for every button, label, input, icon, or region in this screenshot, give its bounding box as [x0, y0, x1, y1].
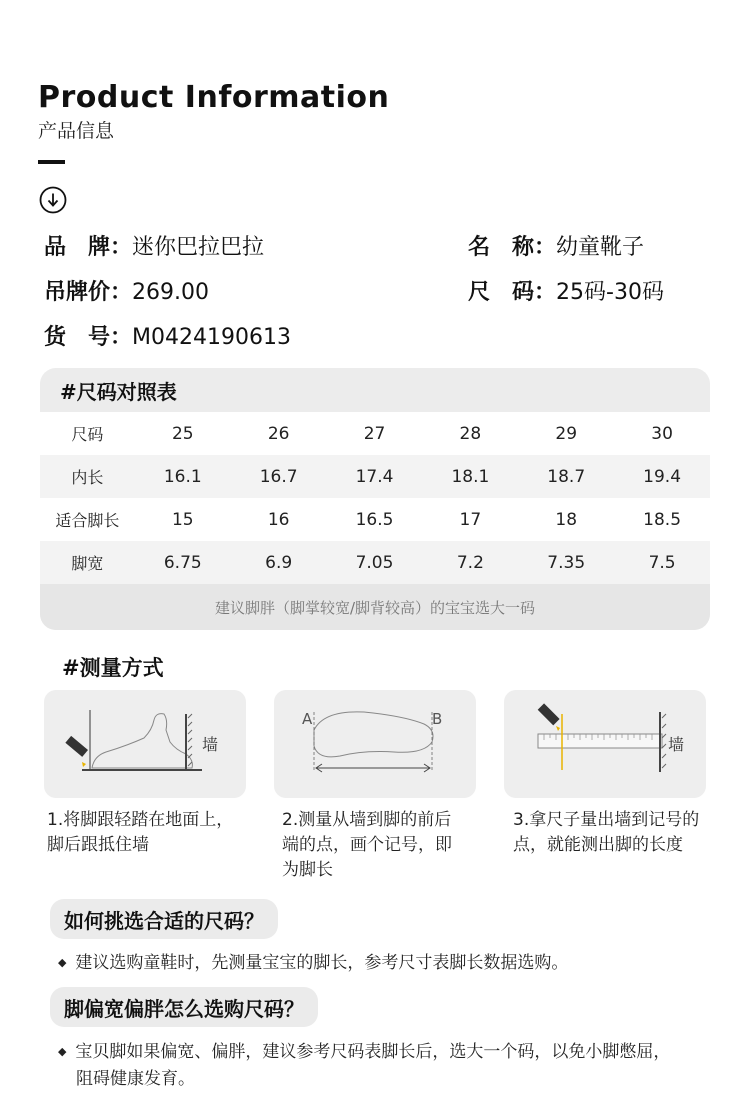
measure-step-1: 1.将脚跟轻踏在地面上，脚后跟抵住墙: [47, 810, 234, 855]
sku-row: [44, 320, 291, 351]
foot-length-illustration: [274, 690, 476, 798]
table-cell: 6.75: [163, 552, 202, 573]
table-cell: 18.7: [547, 466, 586, 487]
measure-step-2: 2.测量从墙到脚的前后端的点，画个记号，即为脚长: [282, 810, 452, 880]
faq-question-1: 如何挑选合适的尺码？: [50, 899, 278, 939]
faq-answer-text: 宝贝脚如果偏宽、偏胖，建议参考尺码表脚长后，选大一个码，以免小脚憋屈，: [75, 1042, 671, 1062]
table-cell: 30: [651, 423, 673, 444]
measure-section-title: #测量方式: [62, 656, 164, 680]
price-row: [44, 275, 209, 306]
faq-answer-2: [58, 1038, 728, 1093]
size-chart-note: 建议脚胖（脚掌较宽/脚背较高）的宝宝选大一码: [40, 584, 710, 630]
circle-down-arrow-icon: [39, 186, 67, 214]
page-subtitle: 产品信息: [38, 120, 115, 142]
table-cell: 7.35: [547, 552, 586, 573]
table-cell: 16.1: [163, 466, 202, 487]
measure-card-2: [274, 690, 476, 798]
size-label: 尺 码：: [468, 280, 557, 305]
faq-answer-1: [58, 949, 568, 977]
row-label: 适合脚长: [55, 511, 120, 530]
faq-answer-text-line2: 阻碍健康发育。: [76, 1069, 195, 1089]
size-chart-title: #尺码对照表: [60, 379, 177, 404]
faq-question-2: 脚偏宽偏胖怎么选购尺码？: [50, 987, 318, 1027]
measure-step-3: 3.拿尺子量出墙到记号的点，就能测出脚的长度: [513, 810, 700, 855]
table-cell: 18: [555, 509, 578, 530]
diamond-bullet-icon: ◆: [58, 956, 67, 969]
table-cell: 16.5: [355, 509, 394, 530]
table-cell: 16.7: [259, 466, 298, 487]
table-cell: 25: [171, 423, 194, 444]
row-label: 脚宽: [71, 554, 104, 573]
sku-value: M0424190613: [132, 325, 291, 350]
table-cell: 7.2: [456, 552, 484, 573]
page-title: Product Information: [38, 80, 390, 115]
wall-label: 墙: [202, 735, 219, 754]
brand-label: 品 牌：: [44, 235, 133, 260]
row-label: 尺码: [71, 425, 104, 444]
row-label: 内长: [71, 468, 104, 487]
name-value: 幼童靴子: [556, 235, 645, 260]
table-row: [40, 498, 710, 541]
size-chart-table: [40, 368, 710, 630]
table-cell: 18.1: [451, 466, 490, 487]
table-cell: 7.05: [355, 552, 394, 573]
table-cell: 6.9: [265, 552, 293, 573]
diamond-bullet-icon: ◆: [58, 1045, 67, 1058]
table-cell: 27: [363, 423, 386, 444]
price-value: 269.00: [132, 280, 209, 305]
table-cell: 18.5: [643, 509, 682, 530]
table-cell: 17.4: [355, 466, 394, 487]
brand-row: [44, 230, 264, 261]
table-row: [40, 541, 710, 584]
measure-card-1: [44, 690, 246, 798]
table-cell: 17: [459, 509, 482, 530]
faq-answer-text: 建议选购童鞋时，先测量宝宝的脚长，参考尺寸表脚长数据选购。: [75, 953, 569, 973]
price-label: 吊牌价：: [44, 280, 133, 305]
foot-wall-illustration: [44, 690, 246, 798]
size-row: [468, 275, 664, 306]
measure-card-3: [504, 690, 706, 798]
brand-value: 迷你巴拉巴拉: [132, 235, 265, 260]
pencil-icon: [538, 703, 560, 731]
table-cell: 19.4: [643, 466, 682, 487]
table-cell: 28: [459, 423, 482, 444]
table-cell: 29: [555, 423, 578, 444]
table-row: [40, 455, 710, 498]
point-a-label: A: [302, 710, 313, 728]
table-cell: 15: [171, 509, 194, 530]
title-underline: [38, 160, 65, 164]
pencil-icon: [65, 736, 88, 767]
table-cell: 16: [267, 509, 290, 530]
name-label: 名 称：: [468, 235, 557, 260]
table-cell: 7.5: [648, 552, 676, 573]
name-row: [468, 230, 644, 261]
ruler-illustration: [504, 690, 706, 798]
point-b-label: B: [432, 710, 443, 728]
table-row: [40, 412, 710, 455]
size-value: 25码-30码: [556, 280, 664, 305]
wall-label: 墙: [668, 735, 685, 754]
sku-label: 货 号：: [44, 325, 133, 350]
table-cell: 26: [267, 423, 290, 444]
